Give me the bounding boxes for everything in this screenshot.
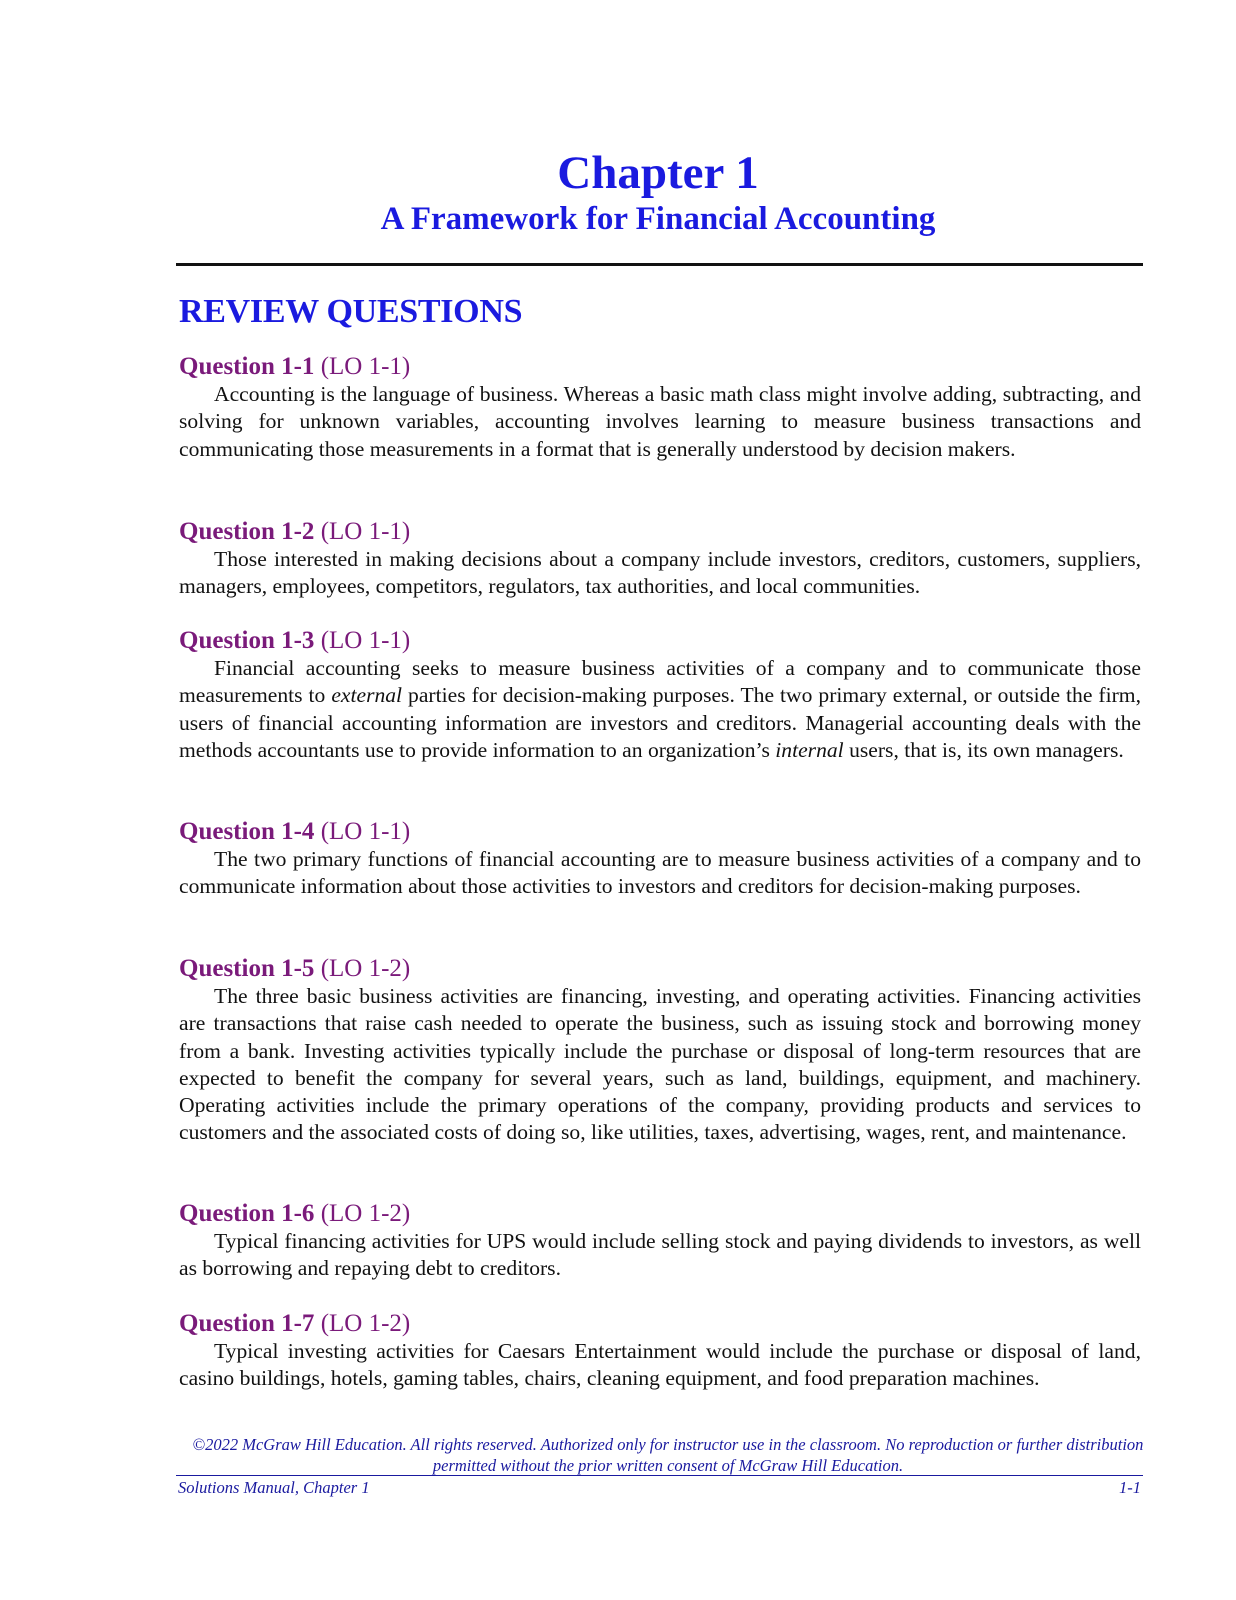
question-heading [179, 1199, 1141, 1228]
emphasis-text: internal [775, 737, 844, 762]
question-block [179, 1199, 1141, 1283]
footer-source: Solutions Manual, Chapter 1 [178, 1478, 370, 1497]
question-answer: The two primary functions of financial accounting are to measure business activities of a company and to communicate information about those activities to investors and creditors for decision-making purposes. [179, 847, 1141, 899]
question-heading [179, 626, 1141, 655]
copyright-line: permitted without the prior written consent of McGraw Hill Education. [432, 1456, 904, 1475]
question-label: Question 1-7 [179, 1310, 315, 1337]
question-label: Question 1-3 [179, 627, 315, 654]
question-block [179, 352, 1141, 463]
question-block [179, 817, 1141, 901]
question-label: Question 1-2 [179, 518, 315, 545]
answer-text: users, that is, its own managers. [843, 737, 1124, 762]
answer-text: Financial accounting seeks to measure business activities of a company and to communicate those measurements to [179, 656, 1141, 708]
question-label: Question 1-1 [179, 353, 315, 380]
learning-objective: (LO 1-2) [320, 1200, 411, 1227]
copyright-line: ©2022 McGraw Hill Education. All rights reserved. Authorized only for instructor use in the classroom. No reproduction or further distribution [192, 1435, 1144, 1454]
question-label: Question 1-4 [179, 818, 315, 845]
copyright-notice [140, 1434, 1196, 1476]
question-answer: Accounting is the language of business. Whereas a basic math class might involve adding, subtracting, and solving for unknown variables, accounting involves learning to measure business transactions and communicating those measurements in a format that is generally understood by decision makers. [179, 382, 1141, 461]
question-heading [179, 352, 1141, 381]
question-block [179, 517, 1141, 601]
question-block [179, 626, 1141, 764]
question-heading [179, 817, 1141, 846]
emphasis-text: external [331, 683, 403, 708]
chapter-title: Chapter 1 [557, 147, 759, 199]
title-divider [176, 263, 1143, 266]
learning-objective: (LO 1-1) [320, 353, 411, 380]
question-block [179, 954, 1141, 1147]
footer-divider [176, 1475, 1143, 1476]
question-answer: Those interested in making decisions about a company include investors, creditors, customers, suppliers, managers, employees, competitors, regulators, tax authorities, and local communities. [179, 547, 1141, 599]
question-heading [179, 954, 1141, 983]
page-number: 1-1 [1119, 1478, 1141, 1497]
question-block [179, 1309, 1141, 1393]
answer-text: parties for decision-making purposes. The two primary external, or outside the firm, users of financial accounting information are investors and creditors. Managerial accounting deals with the methods accountants use to provide information to an organization’s [179, 683, 1141, 762]
section-heading: REVIEW QUESTIONS [179, 293, 523, 330]
question-answer: Typical investing activities for Caesars Entertainment would include the purchase or disposal of land, casino buildings, hotels, gaming tables, chairs, cleaning equipment, and food preparation machines. [179, 1339, 1141, 1391]
learning-objective: (LO 1-1) [320, 818, 411, 845]
question-answer [179, 655, 1141, 764]
question-label: Question 1-5 [179, 955, 315, 982]
learning-objective: (LO 1-1) [320, 627, 411, 654]
question-heading [179, 1309, 1141, 1338]
question-heading [179, 517, 1141, 546]
question-answer: The three basic business activities are financing, investing, and operating activities. Financing activities are transactions that raise cash needed to operate the business, such as issuing stock and borrowing money from a bank. Investing activities typically include the purchase or disposal of long-term resources that are expected to benefit the company for several years, such as land, buildings, equipment, and machinery. Operating activities include the primary operations of the company, providing products and services to customers and the associated costs of doing so, like utilities, taxes, advertising, wages, rent, and maintenance. [179, 984, 1141, 1145]
question-answer: Typical financing activities for UPS would include selling stock and paying dividends to investors, as well as borrowing and repaying debt to creditors. [179, 1229, 1141, 1281]
learning-objective: (LO 1-2) [320, 1310, 411, 1337]
chapter-subtitle: A Framework for Financial Accounting [380, 201, 936, 237]
learning-objective: (LO 1-2) [320, 955, 411, 982]
learning-objective: (LO 1-1) [320, 518, 411, 545]
question-label: Question 1-6 [179, 1200, 315, 1227]
